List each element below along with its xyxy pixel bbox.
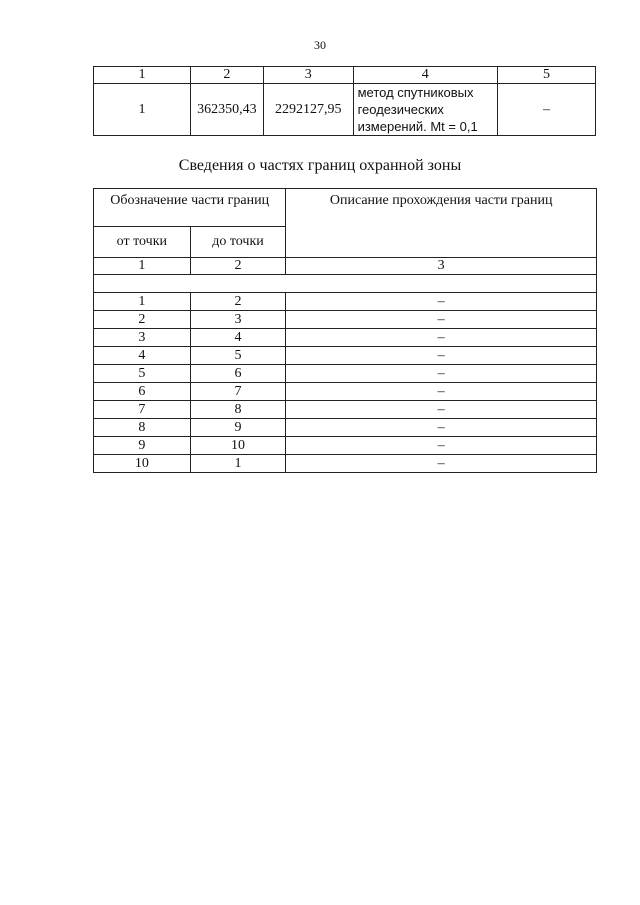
from-point: 2 [94,311,191,329]
method-line-2: геодезических [357,102,444,117]
to-point: 2 [190,293,286,311]
page-number: 30 [314,38,326,52]
description: – [286,347,597,365]
index-cell-1: 1 [94,258,191,275]
header-to-point: до точки [190,227,286,258]
method-cell [353,84,497,136]
header-description: Описание прохождения части границ [286,189,597,258]
from-point: 8 [94,419,191,437]
table-row [94,401,597,419]
description: – [286,311,597,329]
boundary-parts-table [93,188,597,473]
header-part-designation: Обозначение части границ [94,189,286,227]
table-header-row [94,189,597,227]
header-from-point: от точки [94,227,191,258]
to-point: 9 [190,419,286,437]
to-point: 7 [190,383,286,401]
index-cell-3: 3 [286,258,597,275]
coordinates-table [93,66,596,136]
method-line-1: метод спутниковых [357,85,474,100]
table-row [94,329,597,347]
description: – [286,293,597,311]
from-point: 7 [94,401,191,419]
to-point: 8 [190,401,286,419]
column-index-row [94,258,597,275]
table-row [94,437,597,455]
to-point: 5 [190,347,286,365]
description: – [286,383,597,401]
description: – [286,455,597,473]
table-row [94,383,597,401]
description: – [286,437,597,455]
blank-row [94,275,597,293]
table-row [94,419,597,437]
col5-value: – [497,84,595,136]
header-cell-2: 2 [190,67,263,84]
header-cell-4: 4 [353,67,497,84]
table-row [94,347,597,365]
from-point: 4 [94,347,191,365]
table-row [94,365,597,383]
to-point: 4 [190,329,286,347]
to-point: 3 [190,311,286,329]
index-cell-2: 2 [190,258,286,275]
header-cell-3: 3 [263,67,353,84]
to-point: 1 [190,455,286,473]
description: – [286,329,597,347]
description: – [286,419,597,437]
coord-x: 362350,43 [190,84,263,136]
description: – [286,401,597,419]
from-point: 6 [94,383,191,401]
table-row [94,455,597,473]
from-point: 10 [94,455,191,473]
header-cell-5: 5 [497,67,595,84]
point-number: 1 [94,84,191,136]
method-line-3: измерений. Mt = 0,1 [357,119,478,134]
from-point: 1 [94,293,191,311]
table-header-row [94,67,596,84]
description: – [286,365,597,383]
section-title: Сведения о частях границ охранной зоны [178,157,462,174]
from-point: 3 [94,329,191,347]
to-point: 6 [190,365,286,383]
header-cell-1: 1 [94,67,191,84]
from-point: 9 [94,437,191,455]
to-point: 10 [190,437,286,455]
coord-y: 2292127,95 [263,84,353,136]
from-point: 5 [94,365,191,383]
table-row [94,293,597,311]
table-row [94,311,597,329]
table-row [94,84,596,136]
blank-cell [94,275,597,293]
